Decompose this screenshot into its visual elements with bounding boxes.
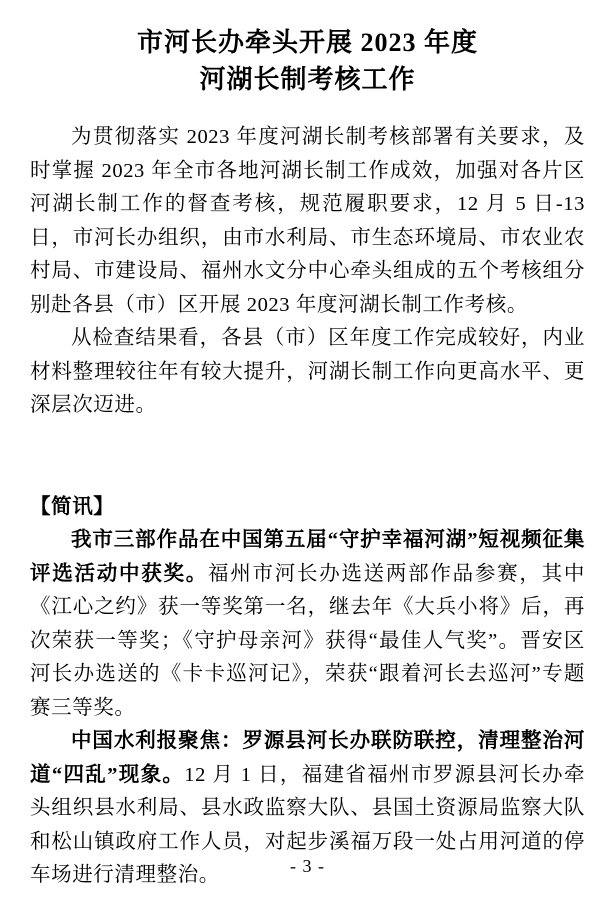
brief-lead-bold: 中国水利报聚焦：罗源县河长办联防联控，清理整治河道“四乱”现象。 bbox=[30, 730, 585, 786]
document-title-line1: 市河长办牵头开展 2023 年度 bbox=[136, 28, 478, 57]
brief-body-text: 12 月 1 日，福建省福州市罗源县河长办牵头组织县水利局、县水政监察大队、县国土资源局监察大队和松山镇政府工作人员，对起步溪福万段一处占用河道的停车场进行清理整治。 bbox=[30, 763, 585, 886]
brief-body-text: 福州市河长办选送两部作品参赛，其中《江心之约》获一等奖第一名，继去年《大兵小将》后，再次荣获一等奖；《守护母亲河》获得“最佳人气奖”。晋安区河长办选送的《卡卡巡河记》，荣获“跟着河长去巡河”专题赛三等奖。 bbox=[30, 562, 585, 719]
brief-lead-bold: 我市三部作品在中国第五届“守护幸福河湖”短视频征集评选活动中获奖。 bbox=[30, 529, 585, 585]
document-title-line2: 河湖长制考核工作 bbox=[199, 65, 416, 94]
section-header-brief-news: 【简讯】 bbox=[30, 495, 115, 518]
paragraph-assessment-overview: 为贯彻落实 2023 年度河湖长制考核部署有关要求，及时掌握 2023 年全市各地河湖长制工作成效，加强对各片区河湖长制工作的督查考核，规范履职要求，12 月 5 日-13 日，市河长办组织，由市水利局、市生态环境局、市农业农村局、市建设局、福州水文分中心牵头组成的五个考核组分别赴各县（市）区开展 2023 年度河湖长制工作考核。 bbox=[30, 126, 585, 316]
paragraph-inspection-results: 从检查结果看，各县（市）区年度工作完成较好，内业材料整理较往年有较大提升，河湖长制工作向更高水平、更深层次迈进。 bbox=[30, 327, 585, 416]
page-number: - 3 - bbox=[290, 856, 325, 876]
document-title bbox=[30, 24, 585, 98]
brief-item-video-awards bbox=[30, 524, 585, 725]
